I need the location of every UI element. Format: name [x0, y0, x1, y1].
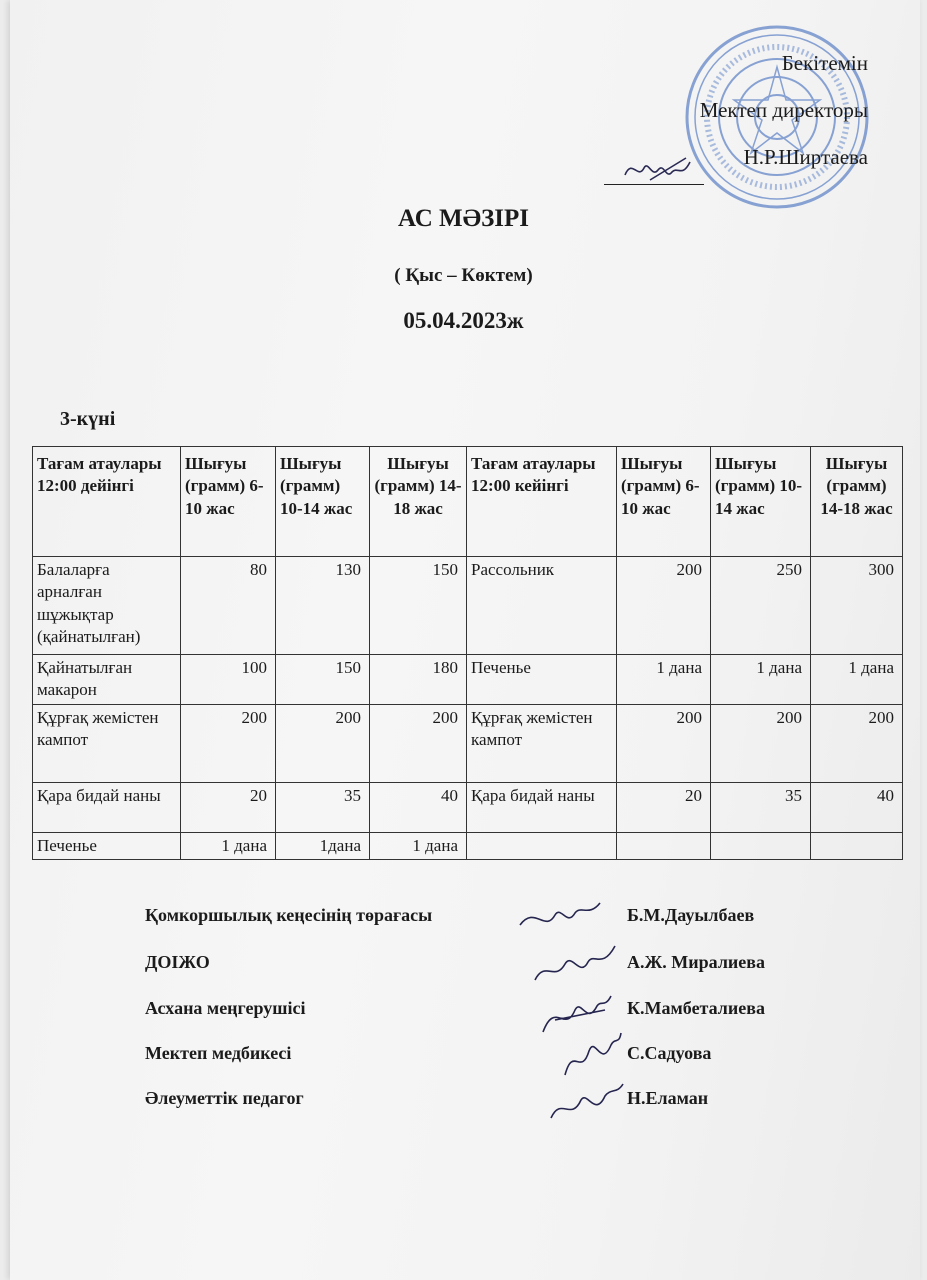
signature-row [145, 1043, 845, 1073]
portion-cell [811, 832, 903, 859]
header-cell: Шығуы (грамм) 6-10 жас [181, 447, 276, 557]
signature-icon [530, 940, 620, 990]
portion-cell: 1 дана [617, 655, 711, 705]
signer-role: Қомкоршылық кеңесінің төрағасы [145, 905, 433, 925]
portion-cell: 1 дана [181, 832, 276, 859]
table-header-row [33, 447, 903, 557]
portion-cell: 130 [276, 557, 370, 655]
approval-block [700, 52, 868, 193]
page-title: АС МӘЗІРІ [397, 205, 530, 232]
dish-name [467, 832, 617, 859]
portion-cell: 180 [370, 655, 467, 705]
signature-row [145, 1088, 845, 1118]
day-label: 3-күні [60, 408, 116, 430]
header-cell: Тағам атаулары 12:00 дейінгі [33, 447, 181, 557]
approval-line-2: Мектеп директоры [699, 98, 868, 123]
header-cell: Шығуы (грамм) 14-18 жас [811, 447, 903, 557]
dish-name: Рассольник [467, 557, 617, 655]
portion-cell: 1 дана [370, 832, 467, 859]
signature-row [145, 952, 845, 982]
dish-name: Печенье [33, 832, 181, 859]
dish-name: Құрғақ жемістен кампот [467, 704, 617, 782]
portion-cell: 200 [276, 704, 370, 782]
portion-cell: 200 [617, 704, 711, 782]
portion-cell: 150 [370, 557, 467, 655]
dish-name: Қара бидай наны [467, 782, 617, 832]
signer-name: К.Мамбеталиева [627, 998, 765, 1018]
signature-icon [545, 1078, 625, 1128]
portion-cell [711, 832, 811, 859]
signature-icon [515, 895, 605, 940]
portion-cell: 300 [811, 557, 903, 655]
signature-icon [555, 1025, 625, 1085]
signer-role: Асхана меңгерушісі [145, 998, 306, 1018]
portion-cell: 1 дана [811, 655, 903, 705]
table-row [33, 704, 903, 782]
dish-name: Қайнатылған макарон [33, 655, 181, 705]
table-row [33, 655, 903, 705]
approval-line-3: Н.Р.Ширтаева [743, 145, 868, 170]
portion-cell: 40 [370, 782, 467, 832]
portion-cell: 150 [276, 655, 370, 705]
signer-role: ДОІЖО [145, 952, 210, 972]
portion-cell: 200 [181, 704, 276, 782]
portion-cell: 1дана [276, 832, 370, 859]
portion-cell: 200 [711, 704, 811, 782]
signer-name: С.Садуова [627, 1043, 712, 1063]
header-cell: Тағам атаулары 12:00 кейінгі [467, 447, 617, 557]
portion-cell: 200 [617, 557, 711, 655]
menu-date: 05.04.2023ж [403, 308, 524, 333]
portion-cell: 80 [181, 557, 276, 655]
portion-cell: 35 [276, 782, 370, 832]
signer-name: Н.Еламан [627, 1088, 709, 1108]
dish-name: Балаларға арналған шұжықтар (қайнатылған) [33, 557, 181, 655]
header-cell: Шығуы (грамм) 6-10 жас [617, 447, 711, 557]
menu-table [32, 446, 903, 860]
portion-cell: 40 [811, 782, 903, 832]
portion-cell: 20 [181, 782, 276, 832]
dish-name: Қара бидай наны [33, 782, 181, 832]
header-cell: Шығуы (грамм) 10-14 жас [711, 447, 811, 557]
table-row [33, 557, 903, 655]
signer-role: Әлеуметтік педагог [145, 1088, 304, 1108]
portion-cell: 100 [181, 655, 276, 705]
portion-cell: 35 [711, 782, 811, 832]
season-subtitle: ( Қыс – Көктем) [394, 265, 533, 286]
header-cell: Шығуы (грамм) 10-14 жас [276, 447, 370, 557]
portion-cell [617, 832, 711, 859]
table-row [33, 782, 903, 832]
dish-name: Құрғақ жемістен кампот [33, 704, 181, 782]
portion-cell: 200 [811, 704, 903, 782]
signer-name: Б.М.Дауылбаев [627, 905, 755, 925]
portion-cell: 200 [370, 704, 467, 782]
signer-name: А.Ж. Миралиева [627, 952, 766, 972]
header-cell: Шығуы (грамм) 14-18 жас [370, 447, 467, 557]
table-row [33, 832, 903, 859]
portion-cell: 250 [711, 557, 811, 655]
signature-row [145, 905, 845, 935]
portion-cell: 1 дана [711, 655, 811, 705]
portion-cell: 20 [617, 782, 711, 832]
dish-name: Печенье [467, 655, 617, 705]
signer-role: Мектеп медбикесі [145, 1043, 292, 1063]
signature-row [145, 998, 845, 1028]
approval-line-1: Бекітемін [781, 51, 868, 75]
director-signature-icon [620, 150, 700, 190]
